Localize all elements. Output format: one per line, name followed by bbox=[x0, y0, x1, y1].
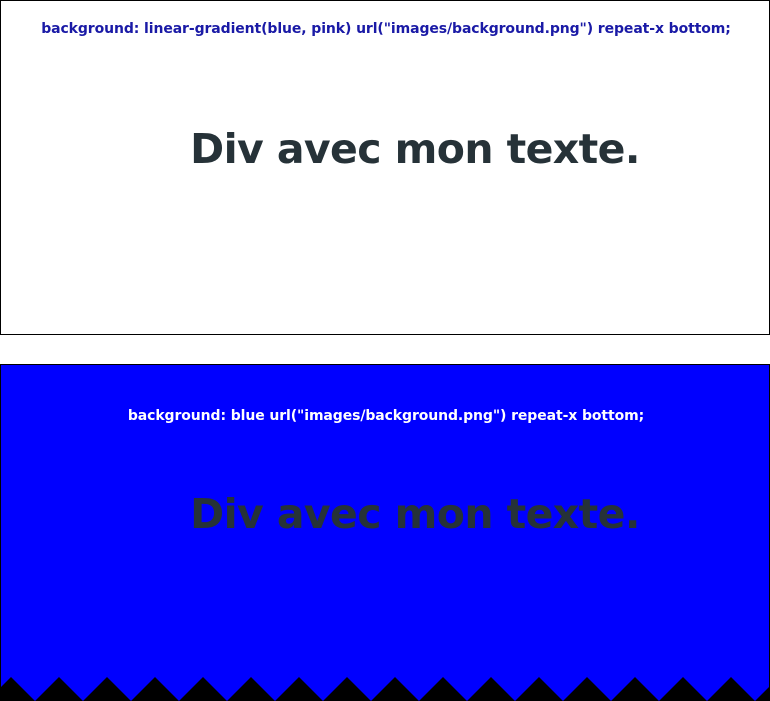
blue-background-demo-panel bbox=[0, 364, 770, 701]
css-rule-caption: background: linear-gradient(blue, pink) url("images/background.png") repeat-x bottom; bbox=[41, 21, 731, 37]
main-text: Div avec mon texte. bbox=[190, 490, 640, 538]
css-rule-caption: background: blue url("images/background.png") repeat-x bottom; bbox=[127, 408, 645, 424]
zigzag-background-pattern bbox=[1, 677, 770, 701]
zigzag-teeth bbox=[1, 677, 770, 701]
main-text: Div avec mon texte. bbox=[190, 125, 640, 173]
gradient-demo-panel bbox=[0, 0, 770, 335]
